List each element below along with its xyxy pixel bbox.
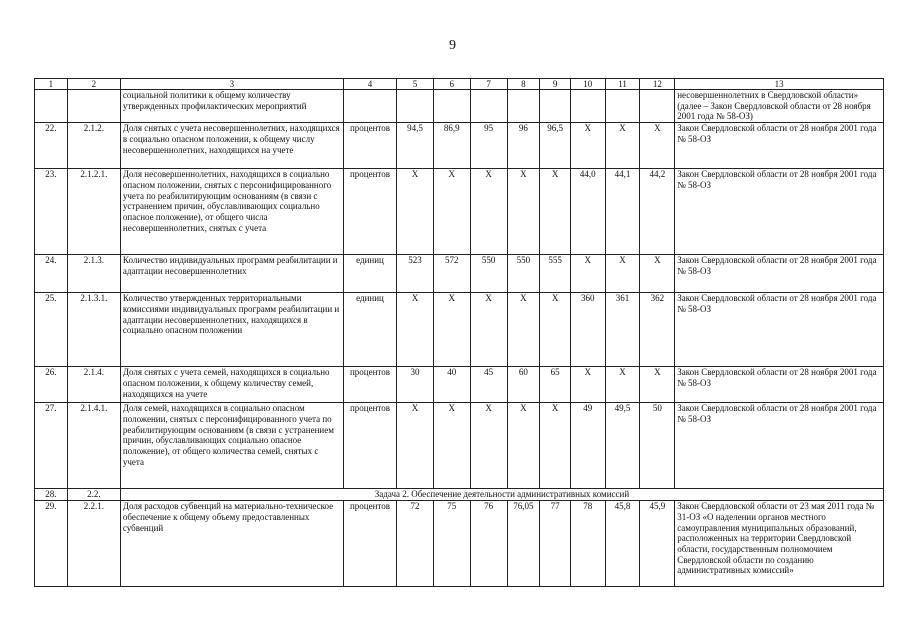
value-cell: Х [540, 169, 571, 255]
indicator-text: Доля снятых с учета семей, находящихся в социально опасном положении, к общему количеству семей, находящихся на учете [120, 367, 343, 403]
value-cell: Х [640, 255, 675, 293]
value-cell: 49 [570, 403, 605, 489]
value-cell: Х [433, 169, 470, 255]
value-cell: Х [507, 403, 540, 489]
table-row [35, 501, 884, 587]
indicator-text: Доля снятых с учета несовершеннолетних, находящихся в социально опасном положении, к общему числу несовершеннолетних, находящихся на учете [120, 123, 343, 169]
value-cell: Х [605, 123, 640, 169]
value-cell: 94,5 [397, 123, 434, 169]
indicator-text: социальной политики к общему количеству утвержденных профилактических мероприятий [120, 90, 343, 123]
law-reference: Закон Свердловской области от 28 ноября 2001 года № 58-ОЗ [675, 293, 884, 367]
value-cell: 360 [570, 293, 605, 367]
header-row [35, 79, 884, 90]
law-reference: Закон Свердловской области от 23 мая 2011 года № 31-ОЗ «О наделении органов местного самоуправления муниципальных образований, расположенных на территории Свердловской области, государственным полномочием Свердловской области по созданию административных комиссий» [675, 501, 884, 587]
table-row [35, 255, 884, 293]
value-cell: Х [397, 169, 434, 255]
header-cell: 12 [640, 79, 675, 90]
value-cell: 44,0 [570, 169, 605, 255]
value-cell: Х [640, 123, 675, 169]
indicator-text: Количество индивидуальных программ реабилитации и адаптации несовершеннолетних [120, 255, 343, 293]
value-cell: 30 [397, 367, 434, 403]
indicator-text: Количество утвержденных территориальными комиссиями индивидуальных программ реабилитации и адаптации несовершеннолетних, находящихся в социально опасном положении [120, 293, 343, 367]
value-cell: 76 [470, 501, 507, 587]
row-number: 24. [35, 255, 68, 293]
value-cell: Х [507, 169, 540, 255]
row-number: 26. [35, 367, 68, 403]
value-cell: 50 [640, 403, 675, 489]
unit: процентов [343, 169, 396, 255]
page-number: 9 [449, 38, 456, 53]
header-cell: 2 [67, 79, 120, 90]
value-cell: 72 [397, 501, 434, 587]
row-code: 2.1.2.1. [67, 169, 120, 255]
header-cell: 3 [120, 79, 343, 90]
value-cell: 45,9 [640, 501, 675, 587]
value-cell: 60 [507, 367, 540, 403]
value-cell: 40 [433, 367, 470, 403]
value-cell: Х [605, 255, 640, 293]
value-cell: 523 [397, 255, 434, 293]
law-reference: Закон Свердловской области от 28 ноября 2001 года № 58-ОЗ [675, 169, 884, 255]
value-cell: 96,5 [540, 123, 571, 169]
value-cell: 44,1 [605, 169, 640, 255]
value-cell: 78 [570, 501, 605, 587]
indicators-table [34, 78, 884, 587]
law-reference: Закон Свердловской области от 28 ноября 2001 года № 58-ОЗ [675, 367, 884, 403]
row-code: 2.1.2. [67, 123, 120, 169]
row-number: 22. [35, 123, 68, 169]
value-cell: Х [470, 293, 507, 367]
row-code: 2.1.3. [67, 255, 120, 293]
row-code: 2.1.3.1. [67, 293, 120, 367]
row-number: 27. [35, 403, 68, 489]
row-code: 2.2.1. [67, 501, 120, 587]
unit: процентов [343, 123, 396, 169]
value-cell: Х [570, 367, 605, 403]
table-row [35, 403, 884, 489]
header-cell: 10 [570, 79, 605, 90]
value-cell: 65 [540, 367, 571, 403]
law-reference: несовершеннолетних в Свердловской области» (далее – Закон Свердловской области от 28 ноября 2001 года № 58-ОЗ) [675, 90, 884, 123]
law-reference: Закон Свердловской области от 28 ноября 2001 года № 58-ОЗ [675, 403, 884, 489]
indicator-text: Доля несовершеннолетних, находящихся в социально опасном положении, снятых с персонифицированного учета по реабилитирующим основаниям (в связи с устранением причин, обуславливающих социально опасное положение), от общего числа несовершеннолетних, снятых с учета [120, 169, 343, 255]
header-cell: 7 [470, 79, 507, 90]
value-cell: 550 [470, 255, 507, 293]
value-cell: 77 [540, 501, 571, 587]
value-cell: 572 [433, 255, 470, 293]
unit: единиц [343, 293, 396, 367]
header-cell: 5 [397, 79, 434, 90]
value-cell: Х [605, 367, 640, 403]
header-cell: 4 [343, 79, 396, 90]
row-number: 23. [35, 169, 68, 255]
row-number: 25. [35, 293, 68, 367]
value-cell: Х [540, 293, 571, 367]
value-cell: 86,9 [433, 123, 470, 169]
header-cell: 13 [675, 79, 884, 90]
value-cell: Х [433, 293, 470, 367]
table-row [35, 367, 884, 403]
value-cell: 76,05 [507, 501, 540, 587]
value-cell: Х [397, 293, 434, 367]
value-cell: 49,5 [605, 403, 640, 489]
task-row [35, 489, 884, 501]
unit: процентов [343, 501, 396, 587]
row-code: 2.1.4.1. [67, 403, 120, 489]
value-cell: 95 [470, 123, 507, 169]
value-cell: 44,2 [640, 169, 675, 255]
law-reference: Закон Свердловской области от 28 ноября 2001 года № 58-ОЗ [675, 255, 884, 293]
unit: процентов [343, 403, 396, 489]
value-cell: 96 [507, 123, 540, 169]
value-cell: 555 [540, 255, 571, 293]
unit: единиц [343, 255, 396, 293]
table-row [35, 123, 884, 169]
indicator-text: Доля семей, находящихся в социально опасном положении, снятых с персонифицированного учета по реабилитирующим основаниям (в связи с устранением причин, обуславливающих социально опасное положение), от общего количества семей, снятых с учета [120, 403, 343, 489]
unit: процентов [343, 367, 396, 403]
value-cell: Х [570, 123, 605, 169]
row-number: 29. [35, 501, 68, 587]
header-cell: 8 [507, 79, 540, 90]
value-cell: 45,8 [605, 501, 640, 587]
header-cell: 11 [605, 79, 640, 90]
row-code: 2.2. [67, 489, 120, 501]
value-cell: Х [640, 367, 675, 403]
value-cell: Х [397, 403, 434, 489]
value-cell: Х [507, 293, 540, 367]
value-cell: 550 [507, 255, 540, 293]
table-row [35, 293, 884, 367]
law-reference: Закон Свердловской области от 28 ноября 2001 года № 58-ОЗ [675, 123, 884, 169]
value-cell: 362 [640, 293, 675, 367]
continuation-row [35, 90, 884, 123]
value-cell: Х [470, 169, 507, 255]
table-row [35, 169, 884, 255]
header-cell: 1 [35, 79, 68, 90]
row-number: 28. [35, 489, 68, 501]
value-cell: Х [433, 403, 470, 489]
value-cell: 75 [433, 501, 470, 587]
indicator-text: Доля расходов субвенций на материально-техническое обеспечение к общему объему предоставленных субвенций [120, 501, 343, 587]
header-cell: 9 [540, 79, 571, 90]
value-cell: 361 [605, 293, 640, 367]
value-cell: Х [470, 403, 507, 489]
task-title: Задача 2. Обеспечение деятельности административных комиссий [120, 489, 883, 501]
header-cell: 6 [433, 79, 470, 90]
value-cell: Х [570, 255, 605, 293]
row-code: 2.1.4. [67, 367, 120, 403]
value-cell: Х [540, 403, 571, 489]
value-cell: 45 [470, 367, 507, 403]
